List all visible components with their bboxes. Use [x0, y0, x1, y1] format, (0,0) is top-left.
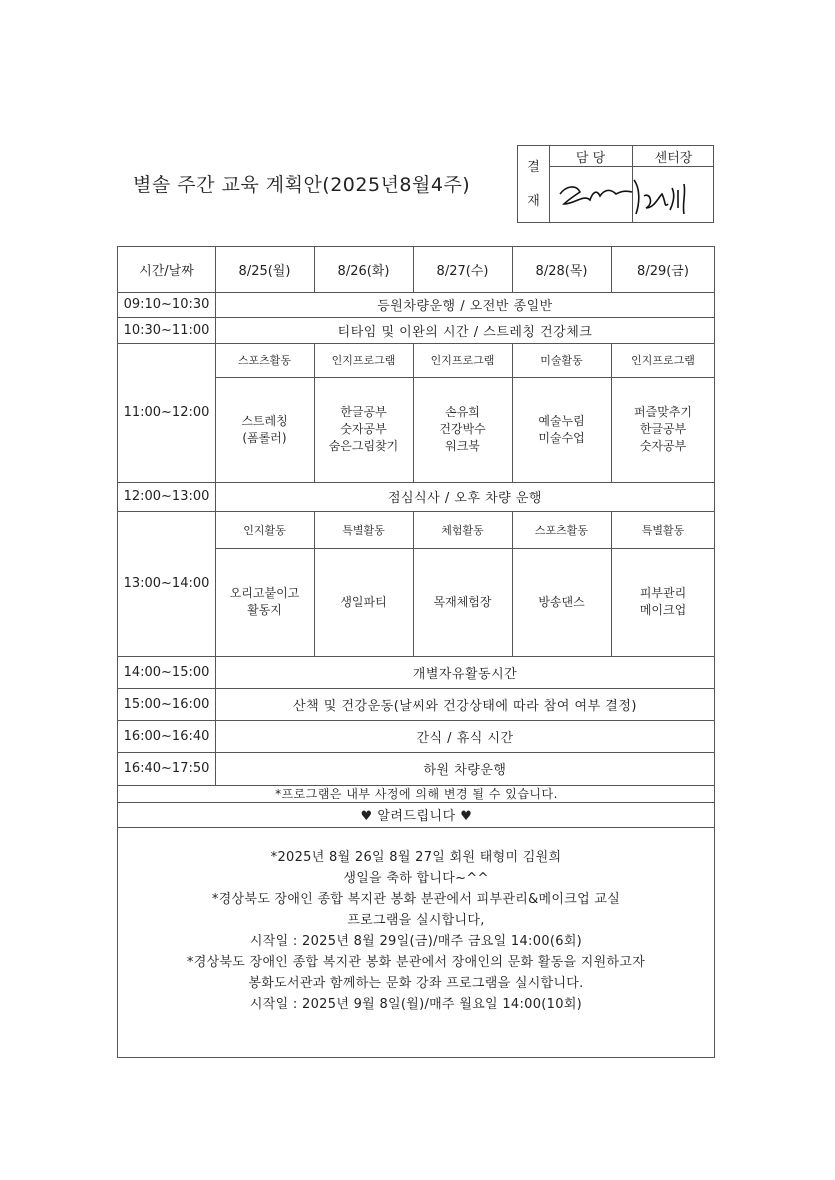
time-cell: 11:00~12:00	[123, 405, 210, 420]
activity-detail: 생일파티	[340, 594, 387, 609]
activity-detail: 퍼즐맞추기 한글공부 숫자공부	[634, 405, 692, 453]
header-day: 8/27(수)	[436, 264, 489, 279]
activity-detail: 스트레칭 (폼롤러)	[241, 413, 288, 445]
merged-activity: 등원차량운행 / 오전반 종일반	[377, 299, 553, 314]
time-cell: 12:00~13:00	[123, 489, 210, 504]
time-cell: 09:10~10:30	[123, 297, 210, 312]
merged-activity: 개별자유활동시간	[412, 666, 518, 682]
merged-activity: 산책 및 건강운동(날씨와 건강상태에 따라 참여 여부 결정)	[293, 698, 637, 714]
approval-side-label-1: 결	[527, 159, 540, 175]
activity-detail: 예술누림 미술수업	[538, 413, 585, 445]
merged-activity: 하원 차량운행	[423, 763, 507, 778]
notice-line: 시작일 : 2025년 8월 29일(금)/매주 금요일 14:00(6회)	[249, 934, 583, 949]
page-title: 별솔 주간 교육 계획안(2025년8월4주)	[133, 174, 471, 196]
header-day: 8/25(월)	[238, 264, 291, 279]
activity-category: 인지활동	[243, 523, 286, 537]
notice-line: 봉화도서관과 함께하는 문화 강좌 프로그램을 실시합니다.	[248, 976, 584, 991]
header-time-label: 시간/날짜	[139, 264, 194, 279]
merged-activity: 티타임 및 이완의 시간 / 스트레칭 건강체크	[337, 324, 593, 340]
activity-category: 스포츠활동	[237, 354, 292, 367]
approval-col-manager: 담 당	[575, 150, 606, 166]
signature-image	[554, 174, 704, 220]
header-day: 8/28(목)	[535, 264, 588, 279]
merged-activity: 간식 / 휴식 시간	[416, 730, 514, 746]
notice-line: 프로그램을 실시합니다,	[347, 913, 485, 928]
activity-category: 특별활동	[641, 523, 685, 537]
program-change-note: *프로그램은 내부 사정에 의해 변경 될 수 있습니다.	[275, 787, 558, 801]
activity-category: 특별활동	[342, 523, 385, 537]
time-cell: 15:00~16:00	[123, 696, 210, 712]
announcement-title: ♥ 알려드립니다 ♥	[360, 809, 473, 824]
activity-category: 체험활동	[441, 523, 484, 537]
activity-detail: 오리고붙이고 활동지	[229, 586, 300, 617]
activity-detail: 손유희 건강박수 워크북	[439, 405, 486, 453]
approval-box	[517, 145, 714, 223]
time-cell: 10:30~11:00	[123, 322, 210, 338]
notice-line: *경상북도 장애인 종합 복지관 봉화 분관에서 피부관리&메이크업 교실	[211, 892, 621, 907]
approval-side-label-2: 재	[527, 193, 540, 209]
activity-category: 인지프로그램	[631, 354, 695, 367]
approval-col-director: 센터장	[654, 150, 693, 166]
time-cell: 13:00~14:00	[123, 576, 210, 591]
activity-detail: 목재체험장	[433, 594, 492, 609]
activity-detail: 피부관리 메이크업	[639, 586, 687, 617]
activity-category: 인지프로그램	[430, 354, 495, 367]
merged-activity: 점심식사 / 오후 차량 운행	[388, 491, 542, 506]
activity-category: 미술활동	[540, 354, 583, 367]
activity-detail: 한글공부 숫자공부 숨은그림찾기	[328, 405, 399, 453]
notice-line: *경상북도 장애인 종합 복지관 봉화 분관에서 장애인의 문화 활동을 지원하고자	[186, 955, 646, 970]
schedule-table	[117, 246, 715, 1058]
notice-line: 생일을 축하 합니다~^^	[343, 871, 489, 886]
notice-line: *2025년 8월 26일 8월 27일 회원 태형미 김원희	[270, 850, 562, 865]
header-day: 8/29(금)	[637, 264, 689, 279]
notice-line: 시작일 : 2025년 9월 8일(월)/매주 월요일 14:00(10회)	[249, 997, 583, 1012]
activity-detail: 방송댄스	[538, 594, 585, 609]
announcement-body	[118, 847, 714, 1015]
activity-category: 스포츠활동	[534, 523, 589, 537]
time-cell: 14:00~15:00	[123, 664, 210, 680]
activity-category: 인지프로그램	[331, 354, 396, 367]
time-cell: 16:40~17:50	[123, 761, 210, 776]
time-cell: 16:00~16:40	[123, 728, 210, 744]
header-day: 8/26(화)	[337, 264, 390, 279]
